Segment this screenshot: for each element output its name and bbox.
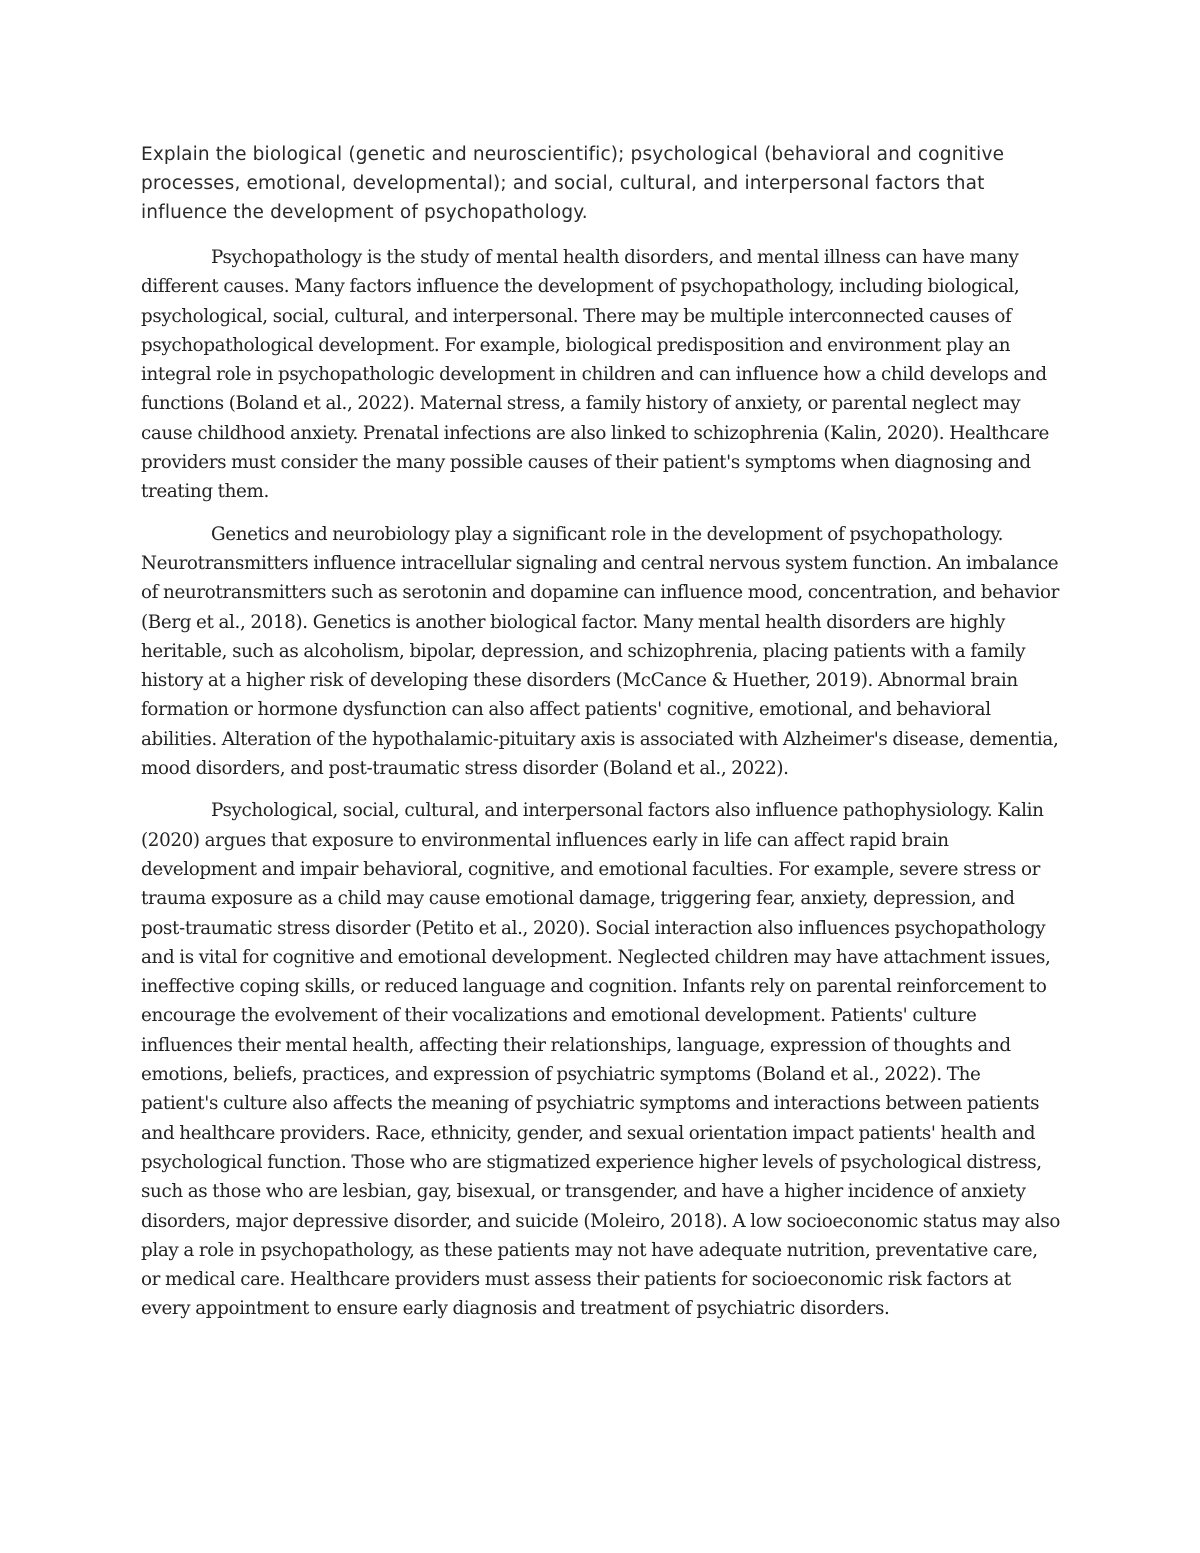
body-paragraph-1: Psychopathology is the study of mental health disorders, and mental illness can have many different causes. Many factors influence the development of psychopathology, including biological, psychological, social, cultural, and interpersonal. There may be multiple interconnected causes of psychopathological development. For example, biological predisposition and environment play an integral role in psychopathologic development in children and can influence how a child develops and functions (Boland et al., 2022). Maternal stress, a family history of anxiety, or parental neglect may cause childhood anxiety. Prenatal infections are also linked to schizophrenia (Kalin, 2020). Healthcare providers must consider the many possible causes of their patient's symptoms when diagnosing and treating them. [141, 247, 1050, 503]
essay-prompt: Explain the biological (genetic and neuroscientific); psychological (behavioral and cognitive processes, emotional, developmental); and social, cultural, and interpersonal factors that influence the development of psychopathology. [141, 144, 1005, 223]
document-page [141, 140, 1061, 1337]
body-paragraph-2: Genetics and neurobiology play a significant role in the development of psychopathology. Neurotransmitters influence intracellular signaling and central nervous system function. An imbalance of neurotransmitters such as serotonin and dopamine can influence mood, concentration, and behavior (Berg et al., 2018). Genetics is another biological factor. Many mental health disorders are highly heritable, such as alcoholism, bipolar, depression, and schizophrenia, placing patients with a family history at a higher risk of developing these disorders (McCance & Huether, 2019). Abnormal brain formation or hormone dysfunction can also affect patients' cognitive, emotional, and behavioral abilities. Alteration of the hypothalamic-pituitary axis is associated with Alzheimer's disease, dementia, mood disorders, and post-traumatic stress disorder (Boland et al., 2022). [141, 523, 1060, 780]
body-paragraph-3: Psychological, social, cultural, and interpersonal factors also influence pathophysiology. Kalin (2020) argues that exposure to environmental influences early in life can affect rapid brain development and impair behavioral, cognitive, and emotional faculties. For example, severe stress or trauma exposure as a child may cause emotional damage, triggering fear, anxiety, depression, and post-traumatic stress disorder (Petito et al., 2020). Social interaction also influences psychopathology and is vital for cognitive and emotional development. Neglected children may have attachment issues, ineffective coping skills, or reduced language and cognition. Infants rely on parental reinforcement to encourage the evolvement of their vocalizations and emotional development. Patients' culture influences their mental health, affecting their relationships, language, expression of thoughts and emotions, beliefs, practices, and expression of psychiatric symptoms (Boland et al., 2022). The patient's culture also affects the meaning of psychiatric symptoms and interactions between patients and healthcare providers. Race, ethnicity, gender, and sexual orientation impact patients' health and psychological function. Those who are stigmatized experience higher levels of psychological distress, such as those who are lesbian, gay, bisexual, or transgender, and have a higher incidence of anxiety disorders, major depressive disorder, and suicide (Moleiro, 2018). A low socioeconomic status may also play a role in psychopathology, as these patients may not have adequate nutrition, preventative care, or medical care. Healthcare providers must assess their patients for socioeconomic risk factors at every appointment to ensure early diagnosis and treatment of psychiatric disorders. [141, 800, 1061, 1320]
